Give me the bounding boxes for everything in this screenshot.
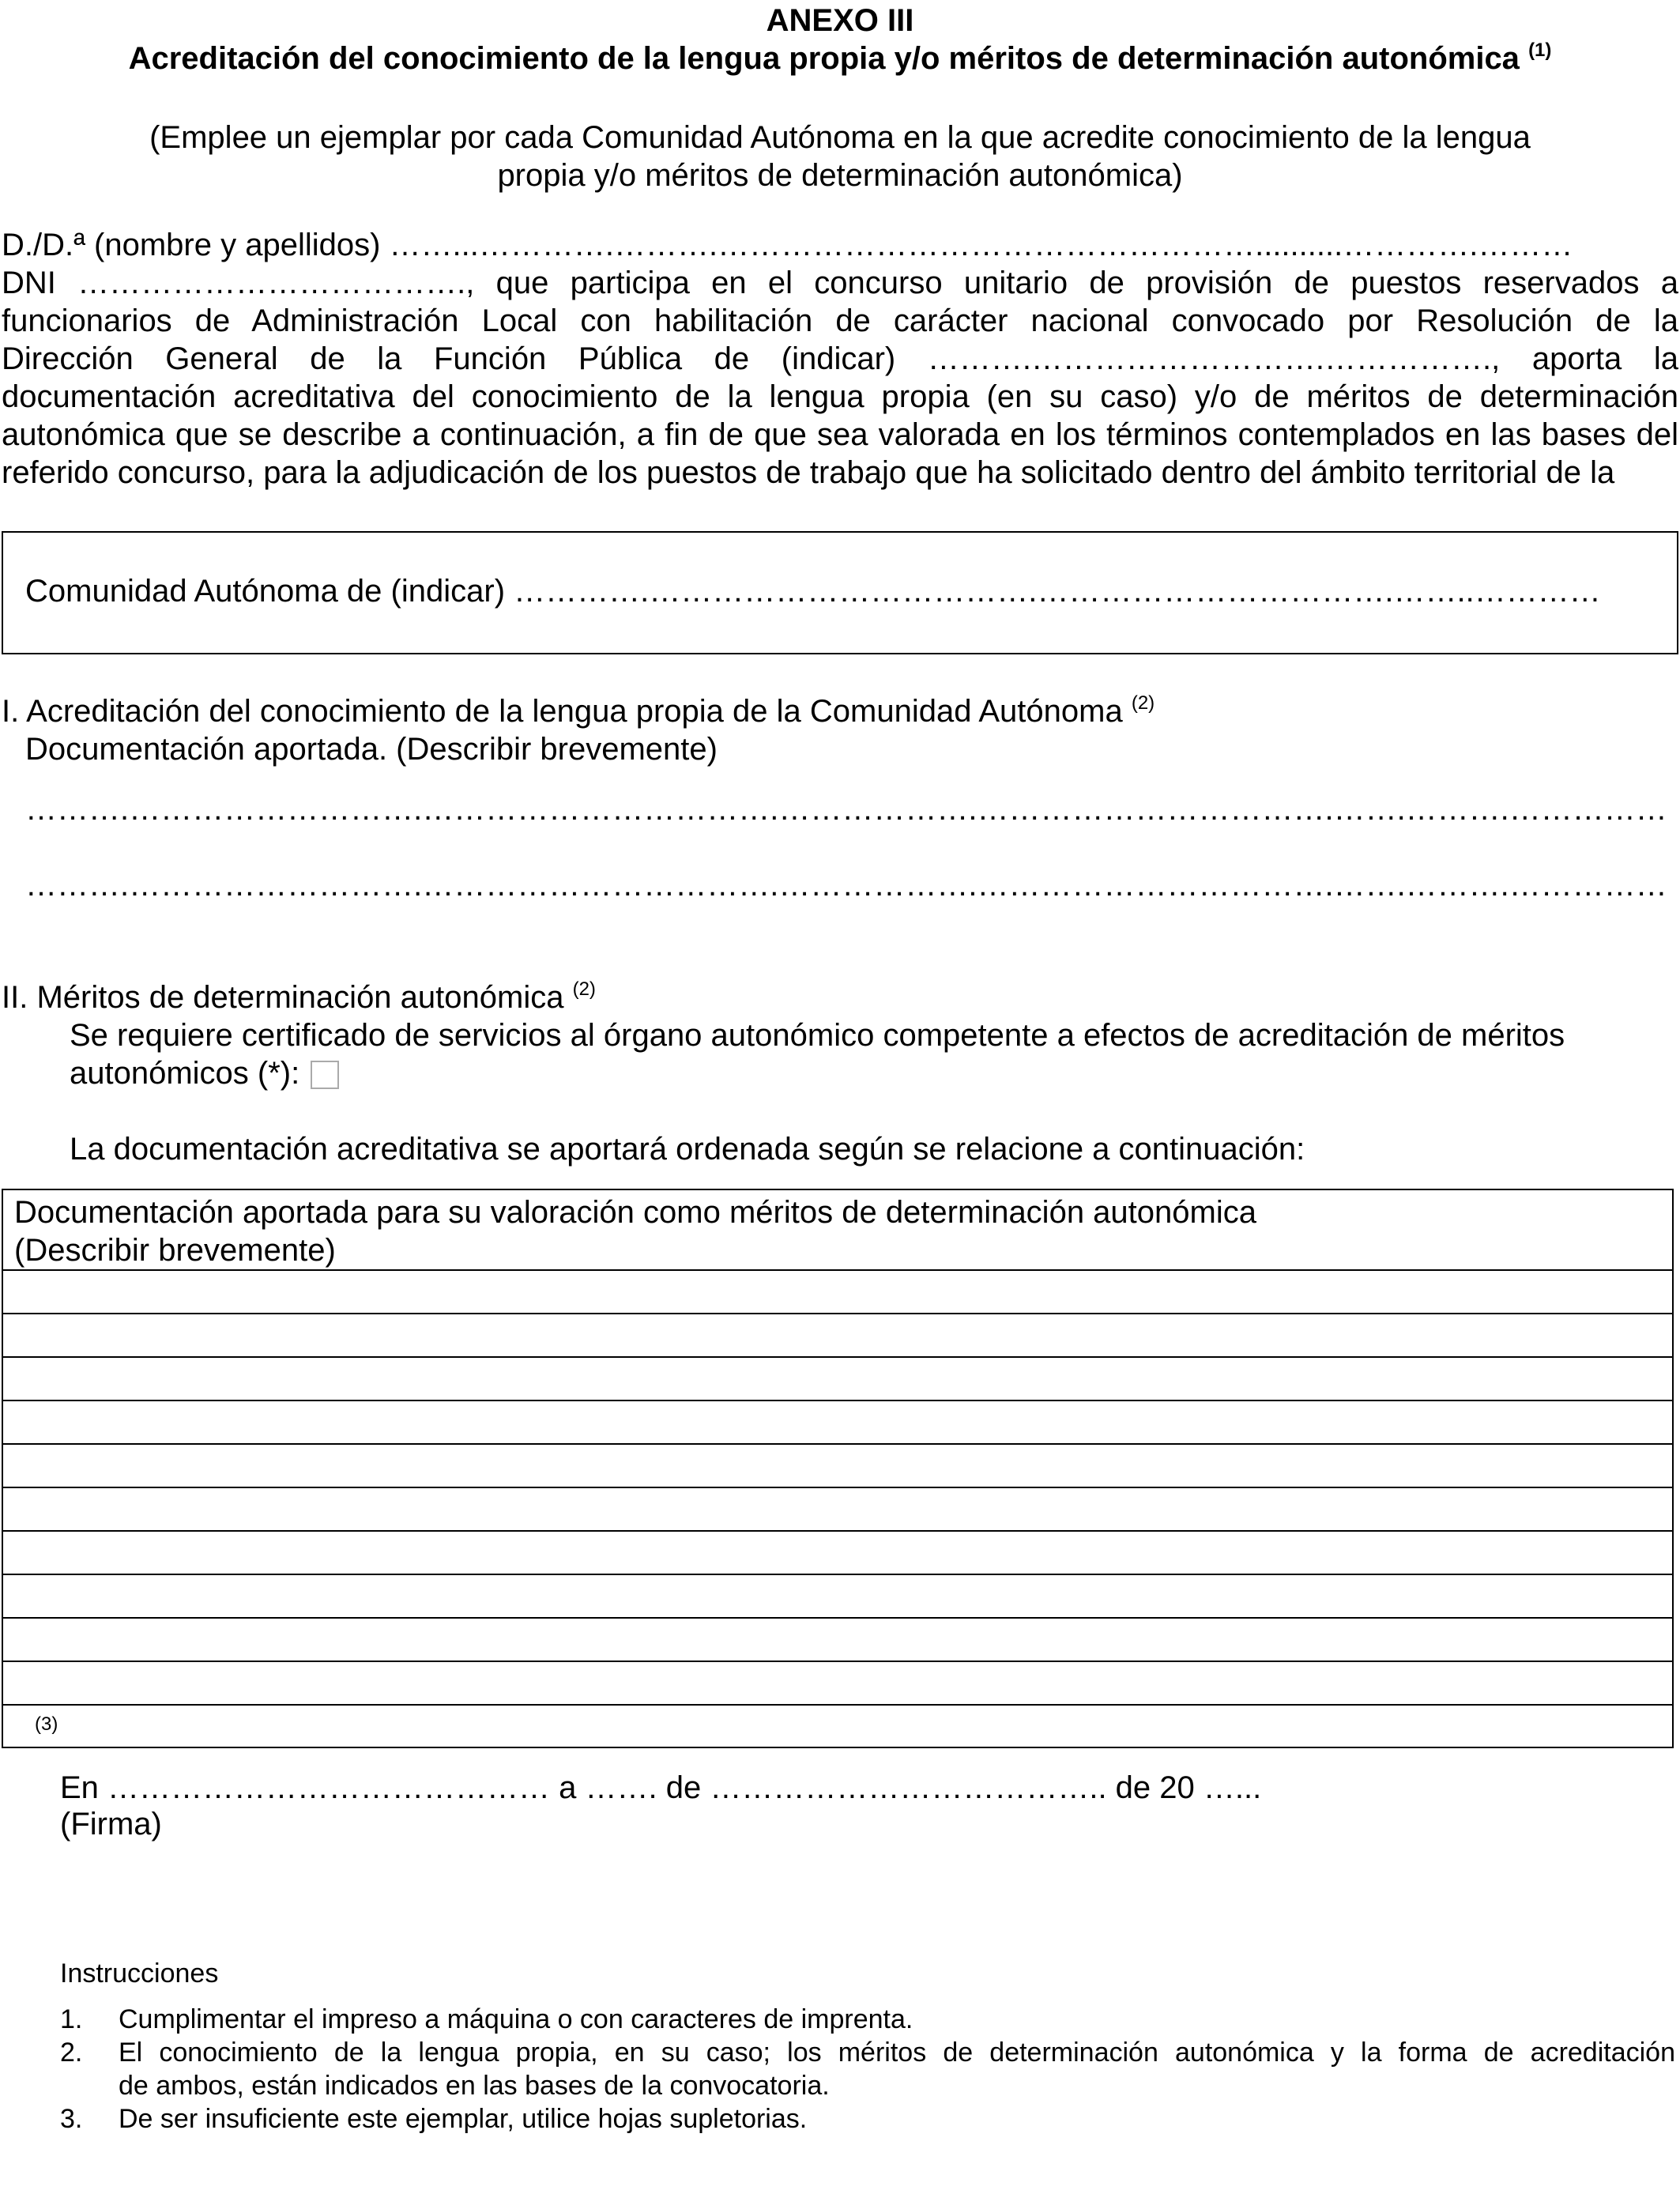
table-row-divider — [3, 1704, 1672, 1706]
cert-line-1: Se requiere certificado de servicios al órgano autonómico competente a efectos de acreditación de méritos — [70, 1018, 1565, 1053]
table-row-divider — [3, 1574, 1672, 1575]
instructions-title: Instrucciones — [60, 1958, 219, 1989]
declaration-line-2: funcionarios de Administración Local con habilitación de carácter nacional convocado por Resolución de la — [2, 303, 1678, 338]
community-box[interactable] — [2, 531, 1678, 654]
instruction-num-2: 2. — [60, 2038, 83, 2068]
instruction-text-3: De ser insuficiente este ejemplar, utilice hojas supletorias. — [119, 2104, 808, 2134]
table-row-divider — [3, 1356, 1672, 1358]
form-title-text: Acreditación del conocimiento de la lengua propia y/o méritos de determinación autonómica — [128, 41, 1520, 76]
declaration-line-1: DNI ………………………………., que participa en el concurso unitario de provisión de puestos reservados a — [2, 266, 1678, 300]
section-2-heading-text: II. Méritos de determinación autonómica — [2, 980, 564, 1015]
instruction-num-1: 1. — [60, 2004, 83, 2034]
cert-checkbox[interactable] — [311, 1061, 339, 1089]
section-1-dots-1[interactable]: ……….……………………….…………………………….……………….…………………………….…….……….…………… — [25, 792, 1667, 827]
declaration-line-3: Dirección General de la Función Pública de (indicar) ……….……………………….……………., aporta la — [2, 341, 1678, 376]
table-row-divider — [3, 1269, 1672, 1271]
table-row-divider — [3, 1661, 1672, 1662]
table-row-divider — [3, 1400, 1672, 1401]
table-row-divider — [3, 1530, 1672, 1532]
declaration-line-4: documentación acreditativa del conocimiento de la lengua propia (en su caso) y/o de méritos de determinación — [2, 379, 1678, 414]
section-1-heading-text: I. Acreditación del conocimiento de la lengua propia de la Comunidad Autónoma — [2, 694, 1123, 729]
section-1-heading — [2, 692, 1155, 735]
cert-line-2 — [70, 1054, 339, 1092]
form-title — [0, 40, 1680, 82]
community-label: Comunidad Autónoma de (indicar) ………….……………………………….…………………………….……..………… — [25, 574, 1601, 609]
table-row-divider — [3, 1487, 1672, 1488]
section-2-heading — [2, 978, 596, 1021]
section-1-sub: Documentación aportada. (Describir brevemente) — [25, 732, 718, 767]
cert-line-2-text: autonómicos (*): — [70, 1056, 300, 1091]
declaration-line-5: autonómica que se describe a continuación, a fin de que sea valorada en los términos contemplados en las bases del — [2, 417, 1678, 452]
footnote-ref: (1) — [1528, 40, 1552, 61]
table-footnote-ref: (3) — [35, 1713, 58, 1735]
table-row-divider — [3, 1617, 1672, 1619]
table-row-divider — [3, 1443, 1672, 1445]
signature-label: (Firma) — [60, 1807, 162, 1842]
name-line: D./D.ª (nombre y apellidos) ……...………….……….……………………………………………..........………….……… — [2, 228, 1573, 262]
documentation-table — [2, 1189, 1674, 1748]
declaration-line-6: referido concurso, para la adjudicación de los puestos de trabajo que ha solicitado dentro del ámbito territorial de la — [2, 455, 1615, 490]
table-header-line-1: Documentación aportada para su valoración como méritos de determinación autonómica — [14, 1195, 1256, 1230]
instruction-num-3: 3. — [60, 2104, 83, 2134]
instruction-text-2: El conocimiento de la lengua propia, en su caso; los méritos de determinación autonómica y la forma de acreditación — [119, 2038, 1675, 2068]
place-date-line[interactable]: En …………………………………… a ……. de ……………………………….. de 20 …... — [60, 1770, 1262, 1805]
footnote-ref: (2) — [1131, 692, 1155, 714]
section-1-dots-2[interactable]: ……….……………………….…………………………….……………….…………………………….…….……….…………… — [25, 868, 1667, 903]
annex-title: ANEXO III — [766, 3, 914, 38]
instruction-text-2b: de ambos, están indicados en las bases de la convocatoria. — [119, 2071, 830, 2101]
table-header-line-2: (Describir brevemente) — [14, 1233, 336, 1268]
instruction-text-1: Cumplimentar el impreso a máquina o con caracteres de imprenta. — [119, 2004, 913, 2034]
subtitle-line-1: (Emplee un ejemplar por cada Comunidad Autónoma en la que acredite conocimiento de la lengua — [149, 120, 1531, 155]
footnote-ref: (2) — [572, 978, 596, 1000]
order-note: La documentación acreditativa se aportará ordenada según se relacione a continuación: — [70, 1132, 1305, 1167]
subtitle-line-2: propia y/o méritos de determinación autonómica) — [497, 158, 1183, 193]
table-row-divider — [3, 1313, 1672, 1314]
